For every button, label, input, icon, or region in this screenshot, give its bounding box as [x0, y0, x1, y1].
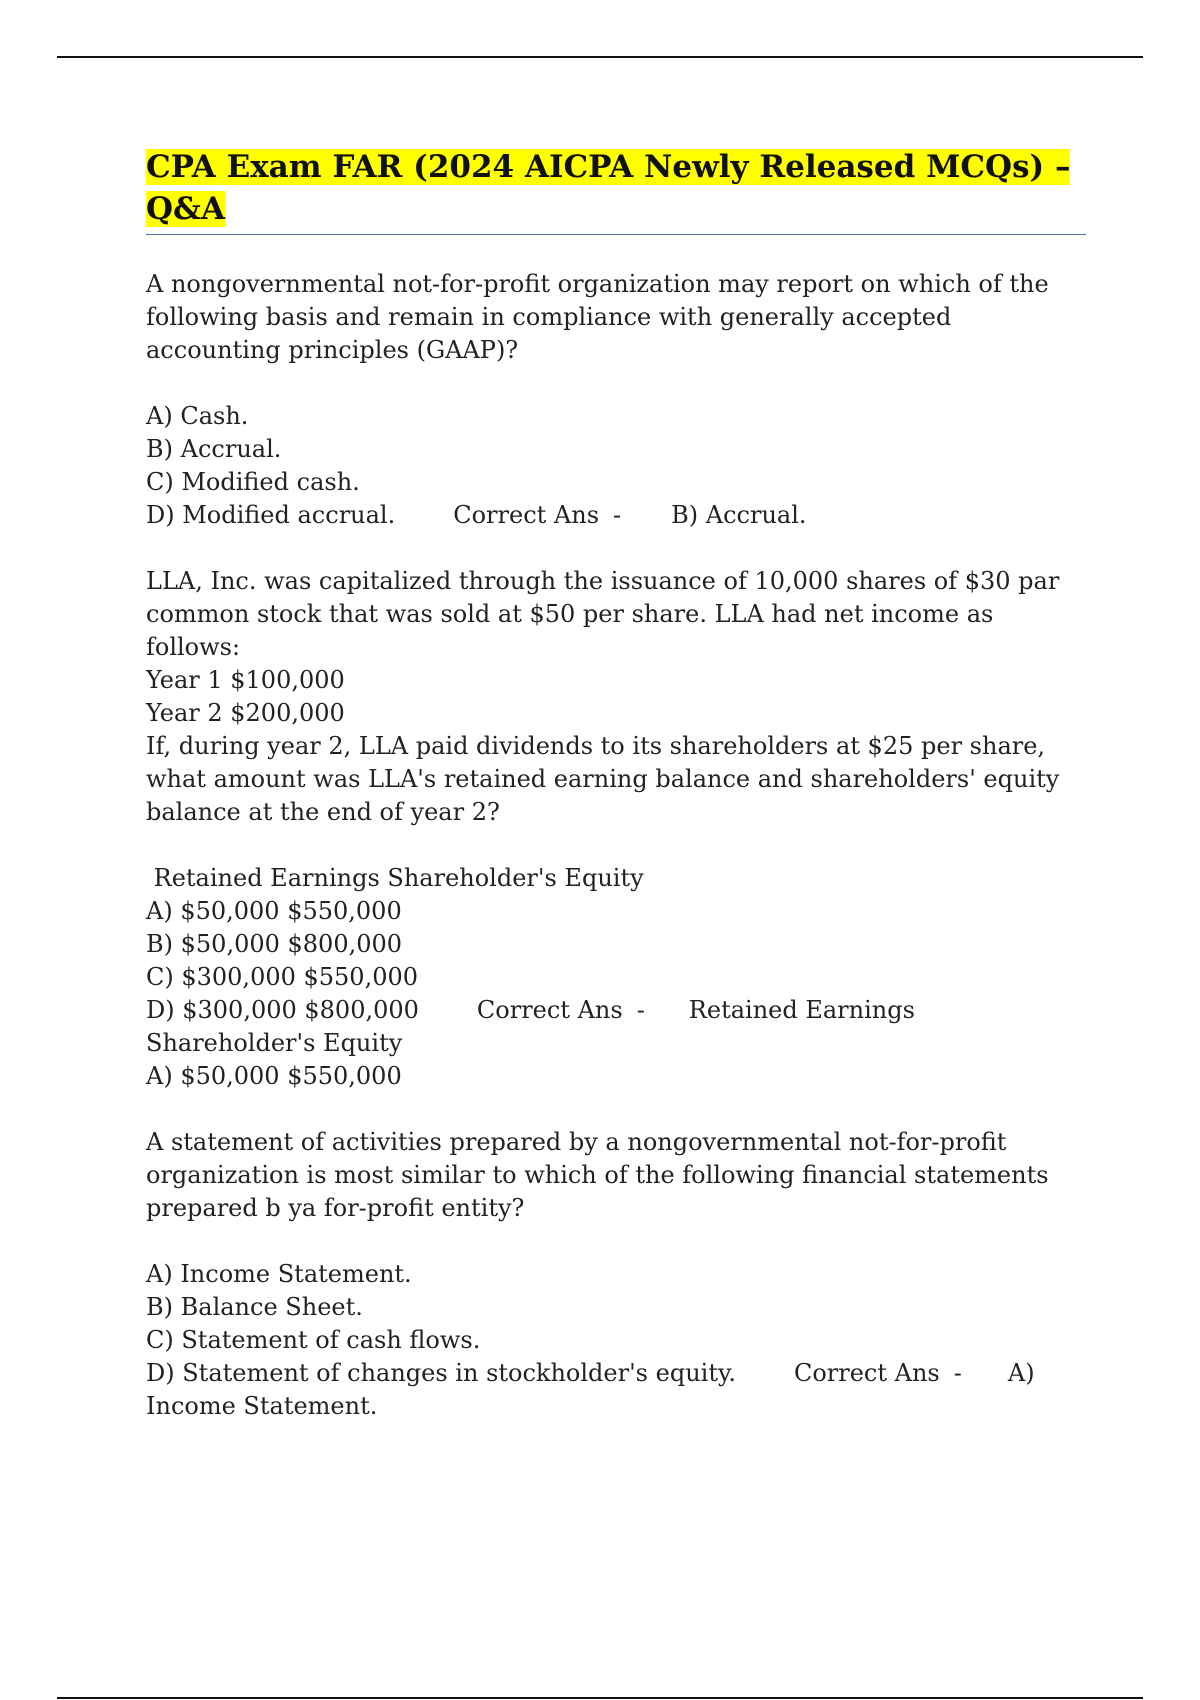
- correct-answer-label: Correct Ans: [453, 501, 600, 529]
- question-2: [146, 565, 1096, 1093]
- column-header: Retained Earnings Shareholder's Equity: [146, 864, 644, 892]
- question-stem-line: organization is most similar to which of the following financial statements: [146, 1161, 1049, 1189]
- question-stem-line: A nongovernmental not-for-profit organization may report on which of the: [146, 270, 1049, 298]
- option-c: C) Statement of cash flows.: [146, 1326, 481, 1354]
- option-b: B) Accrual.: [146, 435, 282, 463]
- question-1: [146, 268, 1096, 532]
- question-3: [146, 1126, 1096, 1423]
- footer-rule: [57, 1697, 1143, 1699]
- option-d: D) $300,000 $800,000: [146, 996, 419, 1024]
- question-stem-line: common stock that was sold at $50 per share. LLA had net income as: [146, 600, 994, 628]
- title-line-1: CPA Exam FAR (2024 AICPA Newly Released MCQs) –: [146, 149, 1071, 185]
- question-stem-line: follows:: [146, 633, 241, 661]
- correct-answer-dash: -: [636, 996, 645, 1024]
- option-a: A) Income Statement.: [146, 1260, 412, 1288]
- header-rule: [57, 56, 1143, 58]
- correct-answer-continuation: Income Statement.: [146, 1392, 378, 1420]
- correct-answer-value: Retained Earnings: [688, 996, 915, 1024]
- option-d: D) Modified accrual.: [146, 501, 396, 529]
- option-d: D) Statement of changes in stockholder's equity.: [146, 1359, 736, 1387]
- option-d-with-answer: [146, 1357, 1096, 1390]
- correct-answer-dash: -: [613, 501, 622, 529]
- question-stem-line: If, during year 2, LLA paid dividends to its shareholders at $25 per share,: [146, 732, 1046, 760]
- question-stem-line: Year 1 $100,000: [146, 666, 345, 694]
- question-stem-line: what amount was LLA's retained earning balance and shareholders' equity: [146, 765, 1060, 793]
- correct-answer-dash: -: [953, 1359, 962, 1387]
- question-stem-line: A statement of activities prepared by a nongovernmental not-for-profit: [146, 1128, 1007, 1156]
- document-body: [146, 146, 1096, 1423]
- question-stem-line: Year 2 $200,000: [146, 699, 345, 727]
- correct-answer-label: Correct Ans: [793, 1359, 940, 1387]
- question-stem-line: LLA, Inc. was capitalized through the issuance of 10,000 shares of $30 par: [146, 567, 1060, 595]
- document-title: [146, 146, 1096, 230]
- question-stem-line: prepared b ya for-profit entity?: [146, 1194, 525, 1222]
- option-b: B) $50,000 $800,000: [146, 930, 403, 958]
- option-a: A) Cash.: [146, 402, 249, 430]
- option-d-with-answer: [146, 499, 1096, 532]
- correct-answer-value: A): [1007, 1359, 1035, 1387]
- title-line-2: Q&A: [146, 191, 226, 227]
- question-stem-line: balance at the end of year 2?: [146, 798, 500, 826]
- question-stem-line: following basis and remain in compliance with generally accepted: [146, 303, 952, 331]
- option-d-with-answer: [146, 994, 1096, 1027]
- option-b: B) Balance Sheet.: [146, 1293, 363, 1321]
- correct-answer-value: B) Accrual.: [671, 501, 807, 529]
- question-stem-line: accounting principles (GAAP)?: [146, 336, 519, 364]
- correct-answer-continuation: A) $50,000 $550,000: [146, 1062, 402, 1090]
- correct-answer-label: Correct Ans: [476, 996, 623, 1024]
- option-c: C) $300,000 $550,000: [146, 963, 419, 991]
- option-c: C) Modified cash.: [146, 468, 360, 496]
- correct-answer-continuation: Shareholder's Equity: [146, 1029, 403, 1057]
- option-a: A) $50,000 $550,000: [146, 897, 402, 925]
